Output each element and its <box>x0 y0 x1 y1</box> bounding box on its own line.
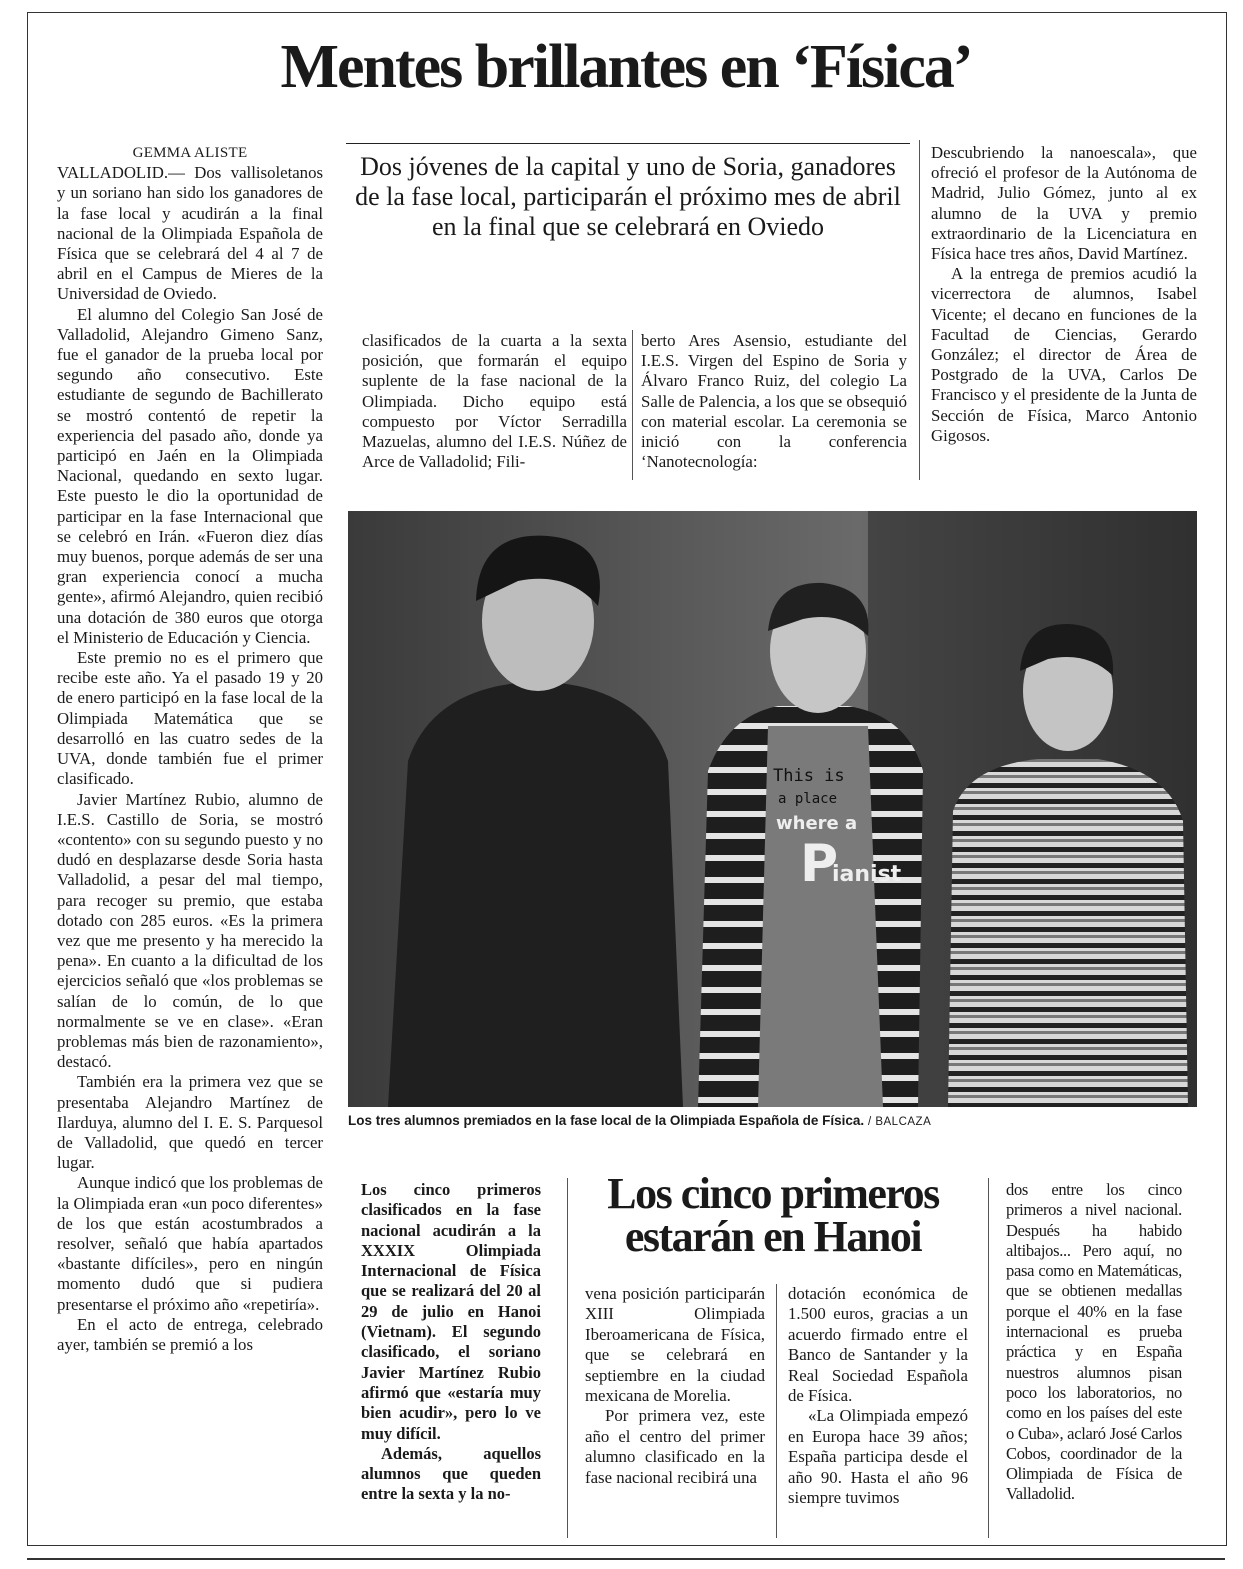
paragraph: Descubriendo la nanoescala», que ofreció el profesor de la Autónoma de Madrid, Julio Gómez, junto al ex alumno de la UVA y premio extraordinario de la Licenciatura en Física hace tres años, David Martínez. <box>931 143 1197 264</box>
shirt-text: ianist <box>832 862 902 887</box>
headline: Mentes brillantes en ‘Física’ <box>280 33 972 101</box>
photo-credit: / BALCAZA <box>867 1116 932 1128</box>
paragraph: En el acto de entrega, celebrado ayer, también se premió a los <box>57 1314 323 1354</box>
column-divider <box>776 1284 777 1538</box>
paragraph: dos entre los cinco primeros a nivel nacional. Después ha habido altibajos... Pero aquí, no pasa como en Matemáticas, que se obtienen medallas porque el 40% en la fase internacional es prueba práctica y en España nuestros alumnos pisan poco los laboratorios, no como en los países del este o Cuba», aclaró José Carlos Cobos, coordinador de la Olimpiada de Física de Valladolid. <box>1006 1180 1182 1504</box>
column-divider <box>632 330 633 480</box>
column-divider <box>988 1178 989 1538</box>
paragraph: A la entrega de premios acudió la vicerrectora de alumnos, Isabel Vicente; el decano en funciones de la Facultad de Ciencias, Gerardo González; el director de Área de Postgrado de la UVA, Carlos De Francisco y el presidente de la Junta de Sección de Física, Marco Antonio Gigosos. <box>931 264 1197 445</box>
shirt-text: where a <box>776 813 858 834</box>
paragraph: VALLADOLID.— Dos vallisoletanos y un soriano han sido los ganadores de la fase local y acudirán a la final nacional de la Olimpiada Española de Física que se celebrará del 4 al 7 de abril en el Campus de Mieres de la Universidad de Oviedo. <box>57 163 323 304</box>
shirt-text: This is <box>773 766 845 786</box>
paragraph: «La Olimpiada empezó en Europa hace 39 años; España participa desde el año 90. Hasta el año 96 siempre tuvimos <box>788 1406 968 1508</box>
sidebar-column-c <box>788 1284 968 1508</box>
article-column-3 <box>641 331 907 472</box>
byline: GEMMA ALISTE <box>132 145 248 161</box>
paragraph: Los cinco primeros clasificados en la fase nacional acudirán a la XXXIX Olimpiada Internacional de Física que se realizará del 20 al 29 de julio en Hanoi (Vietnam). El segundo clasificado, el soriano Javier Martínez Rubio afirmó que «estaría muy bien acudir», pero lo ve muy difícil. <box>361 1180 541 1443</box>
article-column-4 <box>931 143 1197 446</box>
paragraph: El alumno del Colegio San José de Valladolid, Alejandro Gimeno Sanz, fue el ganador de la prueba local por segundo año consecutivo. Este estudiante de segundo de Bachillerato se mostró contentó de repetir la experiencia del pasado año, donde ya participó en Jaén en la Olimpiada Nacional, quedando en sexto lugar. Este puesto le dio la oportunidad de participar en la fase Internacional que se celebró en Irán. «Fueron diez días muy buenos, porque además de ser una gran experiencia conocí a mucha gente», afirmó Alejandro, quien recibió una dotación de 380 euros que otorga el Ministerio de Educación y Ciencia. <box>57 304 323 647</box>
article-column-1 <box>57 143 323 1355</box>
paragraph: berto Ares Asensio, estudiante del I.E.S. Virgen del Espino de Soria y Álvaro Franco Ruiz, del colegio La Salle de Palencia, a los que se obsequió con material escolar. La ceremonia se inició con la conferencia ‘Nanotecnología: <box>641 331 907 472</box>
photo-illustration <box>348 511 1197 1107</box>
paragraph: dotación económica de 1.500 euros, gracias a un acuerdo firmado entre el Banco de Santander y la Real Sociedad Española de Física. <box>788 1284 968 1406</box>
article-deck: Dos jóvenes de la capital y uno de Soria, ganadores de la fase local, participarán el próximo mes de abril en la final que se celebrará en Oviedo <box>346 143 910 242</box>
sidebar-column-b <box>585 1284 765 1488</box>
sidebar-column-a <box>361 1180 541 1505</box>
paragraph: Javier Martínez Rubio, alumno de I.E.S. Castillo de Soria, se mostró «contento» con su segundo puesto y no dudó en desplazarse desde Soria hasta Valladolid, a pesar del mal tiempo, para recoger su premio, que estaba dotado con 285 euros. «Es la primera vez que me presento y ha merecido la pena». En cuanto a la dificultad de los ejercicios señaló que «los problemas se salían de lo común, de lo que normalmente se ve en clase». «Eran problemas más bien de razonamiento», destacó. <box>57 789 323 1072</box>
paragraph: Por primera vez, este año el centro del primer alumno clasificado en la fase nacional recibirá una <box>585 1406 765 1487</box>
paragraph: Aunque indicó que los problemas de la Olimpiada eran «un poco diferentes» de los que están acostumbrados a resolver, señaló que había apartados «bastante difíciles», pero en ningún momento dudó que si pudiera presentarse el próximo año «repetiría». <box>57 1173 323 1314</box>
sidebar-column-d <box>1006 1180 1182 1505</box>
shirt-text: P <box>800 834 839 894</box>
column-divider <box>919 140 920 480</box>
sidebar-title: Los cinco primeros estarán en Hanoi <box>607 1169 939 1261</box>
bottom-rule <box>27 1558 1225 1560</box>
photo-caption <box>348 1113 1197 1128</box>
paragraph: vena posición participarán XIII Olimpiada Iberoamericana de Física, que se celebrará en septiembre en la ciudad mexicana de Morelia. <box>585 1284 765 1406</box>
news-photo <box>348 511 1197 1107</box>
article-column-2 <box>362 331 627 472</box>
caption-text: Los tres alumnos premiados en la fase local de la Olimpiada Española de Física. <box>348 1113 865 1128</box>
paragraph: Este premio no es el primero que recibe este año. Ya el pasado 19 y 20 de enero participó en la fase local de la Olimpiada Matemática que se desarrolló en las cuatro sedes de la UVA, donde también fue el primer clasificado. <box>57 648 323 789</box>
shirt-text: a place <box>778 791 838 807</box>
paragraph: Además, aquellos alumnos que queden entre la sexta y la no- <box>361 1443 541 1504</box>
paragraph: También era la primera vez que se presentaba Alejandro Martínez de Ilarduya, alumno del I. E. S. Parquesol de Valladolid, que quedó en tercer lugar. <box>57 1072 323 1173</box>
column-divider <box>567 1178 568 1538</box>
paragraph: clasificados de la cuarta a la sexta posición, que formarán el equipo suplente de la fase nacional de la Olimpiada. Dicho equipo está compuesto por Víctor Serradilla Mazuelas, alumno del I.E.S. Núñez de Arce de Valladolid; Fili- <box>362 331 627 472</box>
